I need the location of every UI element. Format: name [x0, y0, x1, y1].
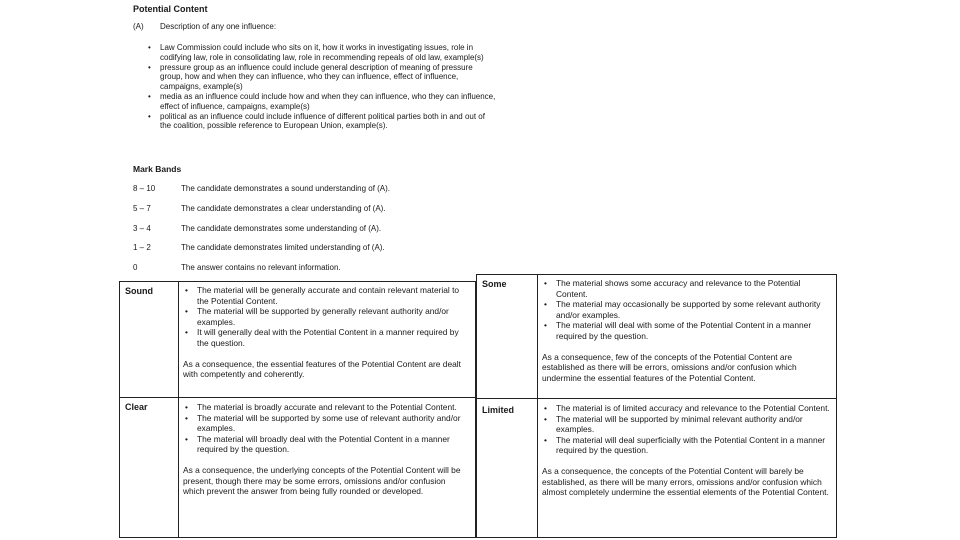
criteria-bullets	[542, 403, 830, 456]
page-title: Potential Content	[133, 4, 208, 14]
list-item: • media as an influence could include how and when they can influence, who they can influence, effect of influence, campaigns, example(s)	[146, 92, 496, 112]
list-item: • The material will be generally accurate and contain relevant material to the Potential Content.	[183, 285, 467, 306]
table-row	[120, 398, 476, 538]
criteria-label: Sound	[125, 286, 153, 296]
list-item: • The material will deal superficially with the Potential Content in a manner required by the question.	[542, 435, 830, 456]
criteria-label-cell	[120, 282, 179, 398]
band-text: The answer contains no relevant information.	[181, 263, 341, 272]
criteria-description	[538, 275, 836, 383]
band-range: 5 – 7	[133, 204, 151, 213]
list-item: • pressure group as an influence could include general description of meaning of pressure group, how and when they can influence, who they can influence, effect of influence, campaigns, example(s)	[146, 63, 496, 92]
table-row	[477, 275, 837, 399]
list-item: • The material will be supported by generally relevant authority and/or examples.	[183, 306, 467, 327]
section-heading: Description of any one influence:	[160, 22, 277, 31]
list-item: • The material will be supported by minimal relevant authority and/or examples.	[542, 414, 830, 435]
criteria-description-cell	[538, 275, 837, 399]
left-criteria-table	[119, 281, 476, 538]
criteria-consequence: As a consequence, few of the concepts of the Potential Content are established as there will be errors, omissions and/or confusion which undermine the essential features of the Potential Content.	[542, 351, 797, 383]
criteria-consequence: As a consequence, the concepts of the Potential Content will barely be established, as there will be many errors, omissions and/or confusion which almost completely undermine the essential elements of the Potential Content.	[542, 465, 829, 498]
band-text: The candidate demonstrates limited understanding of (A).	[181, 243, 385, 252]
band-range: 1 – 2	[133, 243, 151, 252]
list-item: • political as an influence could include influence of different political parties both in and out of the coalition, possible reference to European Union, example(s).	[146, 112, 496, 132]
criteria-consequence: As a consequence, the underlying concepts of the Potential Content will be present, though there may be some errors, omissions and/or confusion which prevent the answer from being fully rounded or developed.	[183, 464, 461, 497]
criteria-bullets	[183, 402, 467, 455]
criteria-label-cell	[477, 275, 538, 399]
list-item: • The material will deal with some of the Potential Content in a manner required by the question.	[542, 320, 830, 341]
list-item: • Law Commission could include who sits on it, how it works in investigating issues, role in codifying law, role in consolidating law, role in recommending repeals of old law, example(s)	[146, 43, 496, 63]
criteria-description-cell	[179, 282, 476, 398]
band-text: The candidate demonstrates a sound understanding of (A).	[181, 184, 391, 193]
criteria-description	[179, 398, 475, 497]
criteria-label-cell	[120, 398, 179, 538]
criteria-bullets	[183, 285, 467, 349]
criteria-label-cell	[477, 399, 538, 538]
influence-list	[146, 43, 496, 131]
list-item: • The material shows some accuracy and relevance to the Potential Content.	[542, 278, 830, 299]
table-row	[477, 399, 837, 538]
list-item: • The material is of limited accuracy and relevance to the Potential Content.	[542, 403, 830, 414]
list-item: • The material is broadly accurate and relevant to the Potential Content.	[183, 402, 467, 413]
band-range: 8 – 10	[133, 184, 156, 193]
mark-bands-title: Mark Bands	[133, 164, 182, 174]
list-item: • It will generally deal with the Potential Content in a manner required by the question.	[183, 327, 467, 348]
band-range: 3 – 4	[133, 224, 151, 233]
criteria-description	[538, 399, 836, 498]
criteria-consequence: As a consequence, the essential features of the Potential Content are dealt with competently and coherently.	[183, 358, 461, 380]
band-text: The candidate demonstrates some understanding of (A).	[181, 224, 382, 233]
band-text: The candidate demonstrates a clear understanding of (A).	[181, 204, 386, 213]
right-criteria-table	[476, 274, 837, 538]
criteria-description-cell	[538, 399, 837, 538]
criteria-label: Clear	[125, 402, 148, 412]
criteria-label: Limited	[482, 405, 515, 415]
table-row	[120, 282, 476, 398]
list-item: • The material will broadly deal with the Potential Content in a manner required by the question.	[183, 434, 467, 455]
criteria-description	[179, 282, 475, 380]
list-item: • The material may occasionally be supported by some relevant authority and/or examples.	[542, 299, 830, 320]
section-marker: (A)	[133, 22, 144, 31]
criteria-bullets	[542, 278, 830, 342]
band-range: 0	[133, 263, 138, 272]
list-item: • The material will be supported by some use of relevant authority and/or examples.	[183, 413, 467, 434]
criteria-label: Some	[482, 279, 507, 289]
criteria-description-cell	[179, 398, 476, 538]
